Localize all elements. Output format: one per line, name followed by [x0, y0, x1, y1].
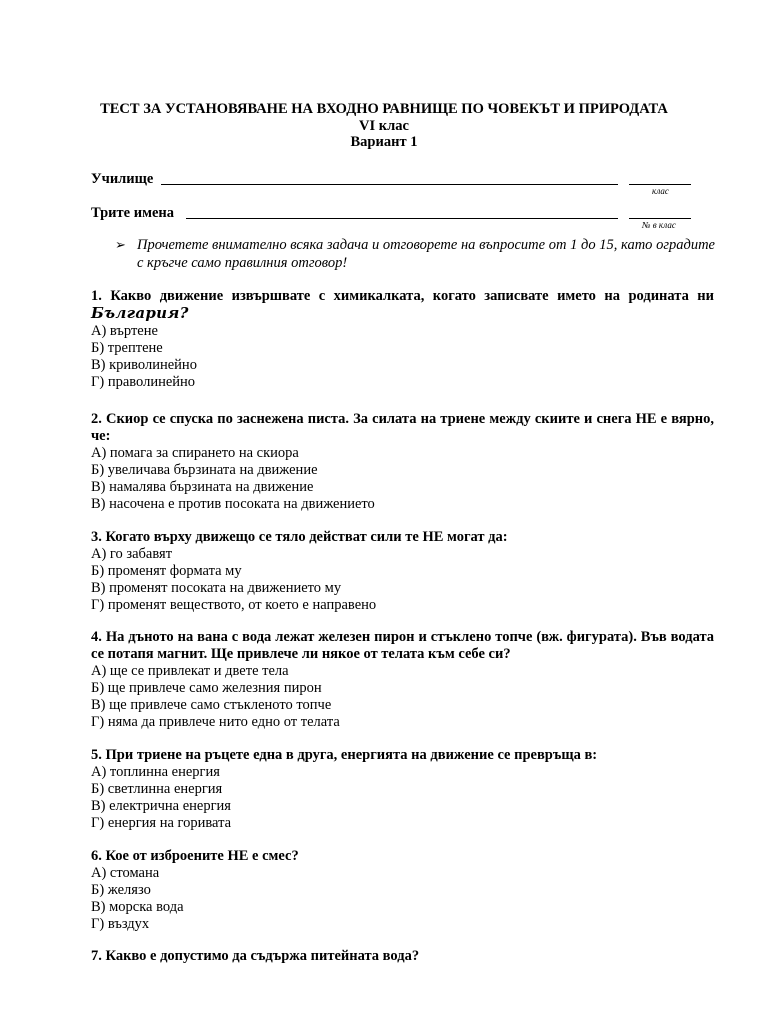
answer-option[interactable]: А) ще се привлекат и двете тела: [91, 663, 289, 679]
answer-option[interactable]: Б) ще привлече само железния пирон: [91, 680, 322, 696]
answer-option[interactable]: А) го забавят: [91, 546, 173, 562]
answer-option[interactable]: В) насочена е против посоката на движението: [91, 496, 375, 512]
answer-option[interactable]: А) помага за спирането на скиора: [91, 445, 299, 461]
names-field-label: Трите имена: [91, 205, 174, 221]
answer-option[interactable]: Г) въздух: [91, 916, 150, 932]
names-field-line[interactable]: [186, 218, 618, 219]
document-header: [0, 101, 768, 151]
answer-option[interactable]: В) променят посоката на движението му: [91, 580, 342, 596]
instruction-text: Прочетете внимателно всяка задача и отговорете на въпросите от 1 до 15, като оградите с кръгче само правилния отговор!: [137, 237, 715, 271]
answer-option[interactable]: Б) променят формата му: [91, 563, 242, 579]
question-5: [91, 747, 714, 832]
question-2: [91, 411, 714, 513]
answer-option[interactable]: В) ще привлече само стъкленото топче: [91, 697, 332, 713]
answer-option[interactable]: Г) енергия на горивата: [91, 815, 232, 831]
question-1-script-word: България?: [91, 304, 189, 322]
answer-option[interactable]: Б) трептене: [91, 340, 163, 356]
grade-label: VI клас: [359, 117, 409, 134]
answer-option[interactable]: А) топлинна енергия: [91, 764, 220, 780]
question-6: [91, 848, 714, 933]
class-field-line[interactable]: [629, 184, 691, 185]
answer-option[interactable]: Б) желязо: [91, 882, 151, 898]
question-4: [91, 629, 714, 731]
arrow-bullet-icon: ➢: [115, 237, 126, 252]
class-number-field-line[interactable]: [629, 218, 691, 219]
answer-option[interactable]: Б) увеличава бързината на движение: [91, 462, 318, 478]
question-2-text: 2. Скиор се спуска по заснежена писта. За силата на триене между скиите и снега НЕ е вярно, че:: [91, 411, 714, 444]
question-6-text: 6. Кое от изброените НЕ е смес?: [91, 848, 299, 864]
question-7-text: 7. Какво е допустимо да съдържа питейната вода?: [91, 948, 420, 964]
question-4-text: 4. На дъното на вана с вода лежат железен пирон и стъклено топче (вж. фигурата). Във водата се потапя магнит. Ще привлече ли някое от телата към себе си?: [91, 629, 714, 662]
answer-option[interactable]: Г) праволинейно: [91, 374, 196, 390]
question-3: [91, 529, 714, 614]
instruction-block: [115, 236, 715, 272]
document-title: ТЕСТ ЗА УСТАНОВЯВАНЕ НА ВХОДНО РАВНИЩЕ ПО ЧОВЕКЪТ И ПРИРОДАТА: [100, 101, 668, 117]
answer-option[interactable]: В) морска вода: [91, 899, 184, 915]
answer-option[interactable]: Б) светлинна енергия: [91, 781, 223, 797]
answer-option[interactable]: А) въртене: [91, 323, 158, 339]
class-number-caption: № в клас: [642, 220, 676, 230]
question-1: [91, 288, 714, 391]
answer-option[interactable]: Г) променят веществото, от което е направено: [91, 597, 377, 613]
answer-option[interactable]: Г) няма да привлече нито едно от телата: [91, 714, 340, 730]
school-field-line[interactable]: [161, 184, 618, 185]
question-1-text: 1. Какво движение извършвате с химикалката, когато записвате името на родината ни България?: [91, 288, 714, 322]
school-field-label: Училище: [91, 171, 154, 187]
variant-label: Вариант 1: [350, 134, 418, 150]
answer-option[interactable]: В) намалява бързината на движение: [91, 479, 314, 495]
question-7: [91, 948, 714, 965]
answer-option[interactable]: А) стомана: [91, 865, 160, 881]
answer-option[interactable]: В) криволинейно: [91, 357, 197, 373]
answer-option[interactable]: В) електрична енергия: [91, 798, 231, 814]
class-caption: клас: [652, 186, 669, 196]
question-5-text: 5. При триене на ръцете една в друга, енергията на движение се превръща в:: [91, 747, 598, 763]
question-3-text: 3. Когато върху движещо се тяло действат сили те НЕ могат да:: [91, 529, 508, 545]
